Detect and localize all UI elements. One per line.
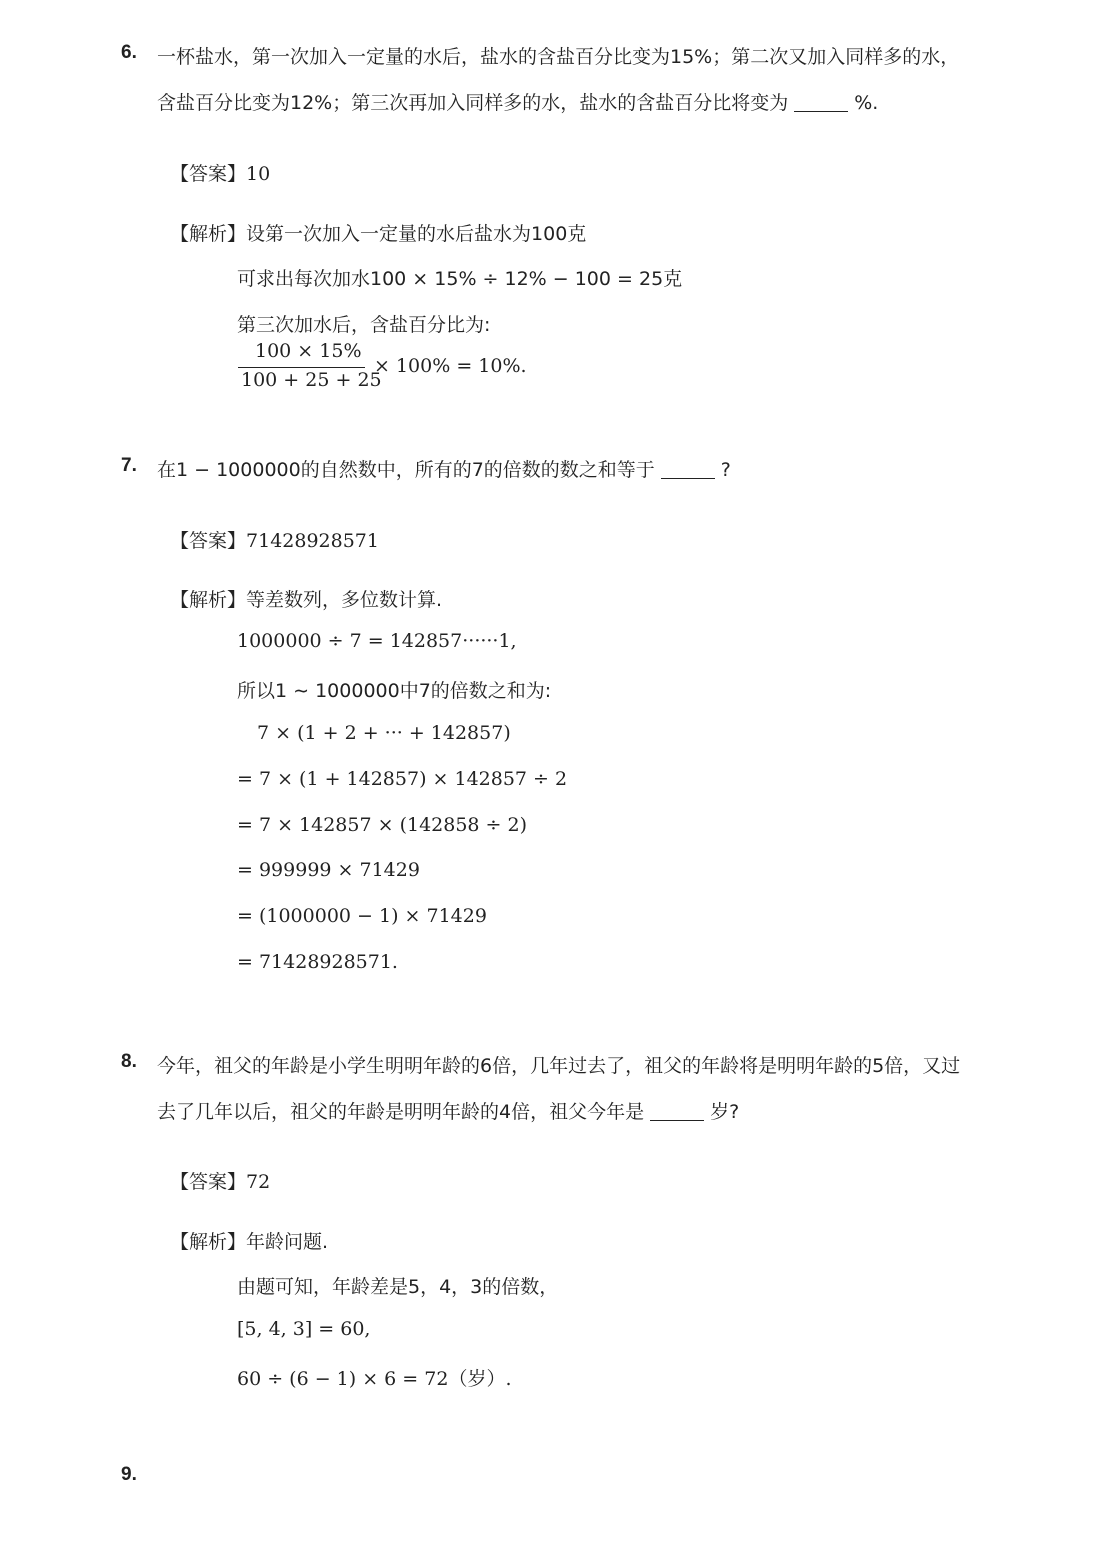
fraction-denominator: 100 + 25 + 25 <box>241 369 382 391</box>
fraction-numerator: 100 × 15% <box>255 340 362 362</box>
question-7-step-8: = 71428928571. <box>237 951 398 973</box>
question-8-step-2: [5, 4, 3] = 60, <box>237 1318 371 1340</box>
answer-blank <box>661 477 715 479</box>
question-8-answer <box>170 1167 270 1194</box>
question-7-step-5: = 7 × 142857 × (142858 ÷ 2) <box>237 814 528 836</box>
question-6-step-1: 可求出每次加水100 × 15% ÷ 12% − 100 = 25克 <box>237 268 683 290</box>
answer-label: 【答案】 <box>170 163 247 185</box>
fraction-bar <box>238 367 365 368</box>
question-7-step-3: 7 × (1 + 2 + ··· + 142857) <box>257 722 511 744</box>
question-6-analysis <box>170 219 586 246</box>
question-7-step-2: 所以1 ∼ 1000000中7的倍数之和为: <box>237 680 552 702</box>
question-8-analysis <box>170 1227 328 1254</box>
answer-blank <box>650 1119 704 1121</box>
question-8-line-2-suffix: 岁? <box>710 1101 740 1123</box>
question-9-number: 9. <box>121 1464 137 1485</box>
analysis-label: 【解析】 <box>170 223 247 245</box>
answer-value: 72 <box>246 1171 271 1193</box>
question-8-line-1: 今年，祖父的年龄是小学生明明年龄的6倍，几年过去了，祖父的年龄将是明明年龄的5倍，又过 <box>157 1055 961 1077</box>
answer-blank <box>794 110 848 112</box>
fraction-result: × 100% = 10%. <box>374 355 527 377</box>
analysis-label: 【解析】 <box>170 589 247 611</box>
analysis-label: 【解析】 <box>170 1231 247 1253</box>
question-8-step-3: 60 ÷ (6 − 1) × 6 = 72（岁）. <box>237 1368 512 1390</box>
question-8-line-2-text: 去了几年以后，祖父的年龄是明明年龄的4倍，祖父今年是 <box>157 1101 645 1123</box>
question-8-line-2 <box>157 1097 739 1124</box>
question-6-answer <box>170 159 270 186</box>
question-7-analysis <box>170 585 442 612</box>
analysis-text: 等差数列，多位数计算. <box>246 589 443 611</box>
question-7-step-7: = (1000000 − 1) × 71429 <box>237 905 487 927</box>
question-7-line-1-text: 在1 − 1000000的自然数中，所有的7的倍数的数之和等于 <box>157 459 655 481</box>
question-6-line-2-suffix: %. <box>854 92 879 114</box>
answer-value: 71428928571 <box>246 530 379 552</box>
question-7-answer <box>170 526 379 553</box>
question-6-line-2 <box>157 88 878 115</box>
question-7-number: 7. <box>121 455 137 476</box>
question-7-step-1: 1000000 ÷ 7 = 142857······1, <box>237 630 517 652</box>
question-7-step-6: = 999999 × 71429 <box>237 859 420 881</box>
answer-label: 【答案】 <box>170 1171 247 1193</box>
analysis-text: 设第一次加入一定量的水后盐水为100克 <box>246 223 587 245</box>
question-6-line-2-text: 含盐百分比变为12%；第三次再加入同样多的水，盐水的含盐百分比将变为 <box>157 92 789 114</box>
question-7-step-4: = 7 × (1 + 142857) × 142857 ÷ 2 <box>237 768 568 790</box>
question-6-line-1: 一杯盐水，第一次加入一定量的水后，盐水的含盐百分比变为15%；第二次又加入同样多的水， <box>157 46 960 68</box>
question-7-line-1 <box>157 455 731 482</box>
answer-value: 10 <box>246 163 271 185</box>
analysis-text: 年龄问题. <box>246 1231 329 1253</box>
question-6-step-2: 第三次加水后，含盐百分比为: <box>237 314 491 336</box>
question-8-number: 8. <box>121 1051 137 1072</box>
question-8-step-1: 由题可知，年龄差是5，4，3的倍数， <box>237 1276 559 1298</box>
question-6-number: 6. <box>121 42 137 63</box>
question-7-line-1-suffix: ? <box>720 459 731 481</box>
answer-label: 【答案】 <box>170 530 247 552</box>
